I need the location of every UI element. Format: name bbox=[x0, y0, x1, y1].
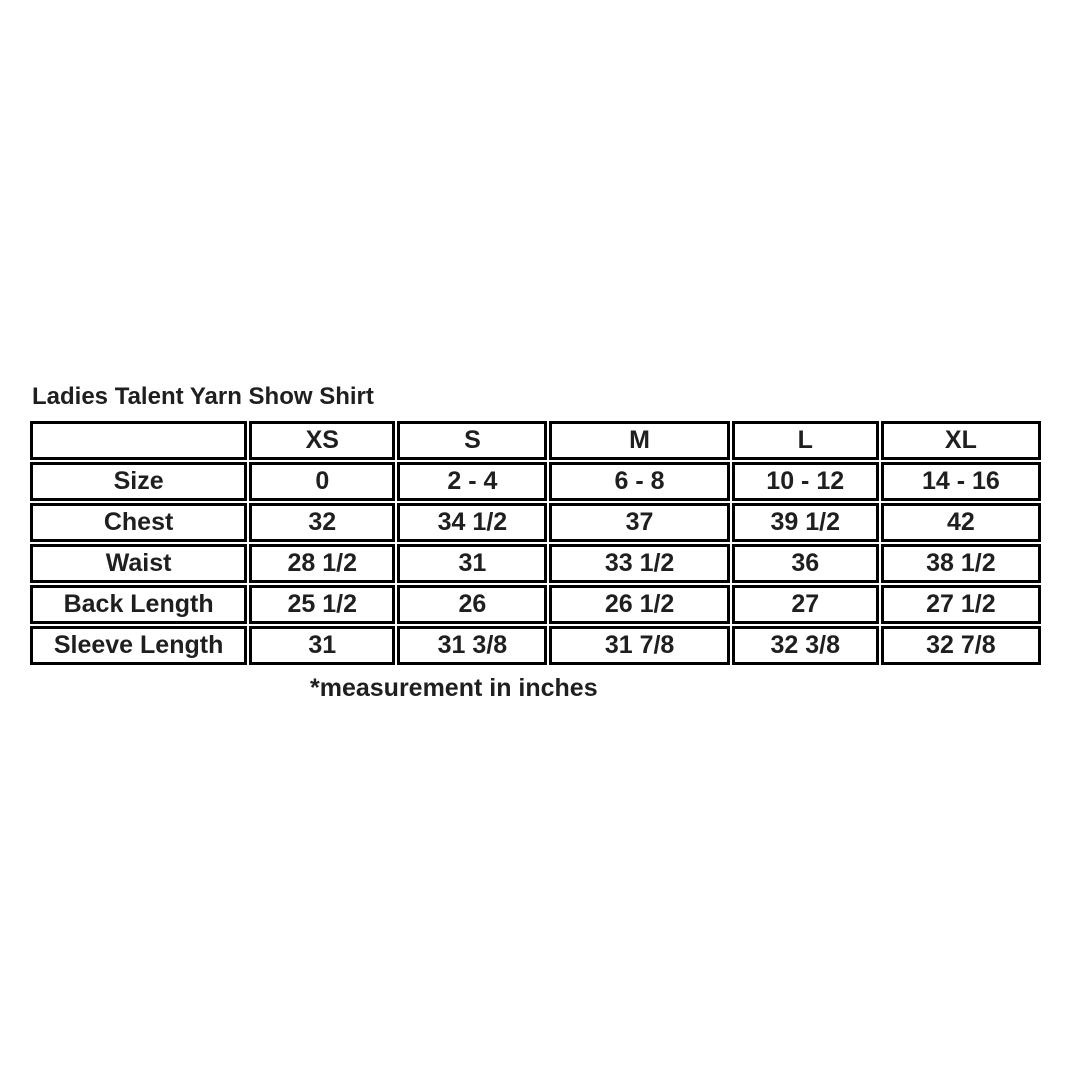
cell-sleeve-length-l: 32 3/8 bbox=[732, 626, 879, 665]
row-label-back-length: Back Length bbox=[30, 585, 247, 624]
cell-back-length-xl: 27 1/2 bbox=[881, 585, 1041, 624]
table-row-size bbox=[30, 462, 1041, 501]
table-row-chest bbox=[30, 503, 1041, 542]
header-cell-xs: XS bbox=[249, 421, 395, 460]
table-row-back-length bbox=[30, 585, 1041, 624]
cell-sleeve-length-xl: 32 7/8 bbox=[881, 626, 1041, 665]
cell-size-l: 10 - 12 bbox=[732, 462, 879, 501]
header-cell-l: L bbox=[732, 421, 879, 460]
cell-back-length-s: 26 bbox=[397, 585, 547, 624]
cell-size-s: 2 - 4 bbox=[397, 462, 547, 501]
cell-size-xl: 14 - 16 bbox=[881, 462, 1041, 501]
cell-waist-s: 31 bbox=[397, 544, 547, 583]
cell-chest-xl: 42 bbox=[881, 503, 1041, 542]
row-label-waist: Waist bbox=[30, 544, 247, 583]
cell-waist-l: 36 bbox=[732, 544, 879, 583]
cell-back-length-xs: 25 1/2 bbox=[249, 585, 395, 624]
cell-sleeve-length-xs: 31 bbox=[249, 626, 395, 665]
size-chart-section bbox=[28, 383, 1043, 703]
table-row-waist bbox=[30, 544, 1041, 583]
table-row-sleeve-length bbox=[30, 626, 1041, 665]
row-label-size: Size bbox=[30, 462, 247, 501]
cell-sleeve-length-s: 31 3/8 bbox=[397, 626, 547, 665]
row-label-sleeve-length: Sleeve Length bbox=[30, 626, 247, 665]
chart-title: Ladies Talent Yarn Show Shirt bbox=[32, 383, 374, 410]
cell-chest-l: 39 1/2 bbox=[732, 503, 879, 542]
cell-sleeve-length-m: 31 7/8 bbox=[549, 626, 729, 665]
cell-size-xs: 0 bbox=[249, 462, 395, 501]
cell-back-length-m: 26 1/2 bbox=[549, 585, 729, 624]
header-cell-xl: XL bbox=[881, 421, 1041, 460]
header-cell-s: S bbox=[397, 421, 547, 460]
cell-size-m: 6 - 8 bbox=[549, 462, 729, 501]
table-header-row bbox=[30, 421, 1041, 460]
cell-waist-m: 33 1/2 bbox=[549, 544, 729, 583]
cell-chest-s: 34 1/2 bbox=[397, 503, 547, 542]
cell-waist-xl: 38 1/2 bbox=[881, 544, 1041, 583]
size-chart-table bbox=[28, 419, 1043, 667]
cell-chest-m: 37 bbox=[549, 503, 729, 542]
row-label-chest: Chest bbox=[30, 503, 247, 542]
header-cell-m: M bbox=[549, 421, 729, 460]
cell-back-length-l: 27 bbox=[732, 585, 879, 624]
cell-chest-xs: 32 bbox=[249, 503, 395, 542]
header-cell-blank bbox=[30, 421, 247, 460]
measurement-footnote: *measurement in inches bbox=[310, 674, 598, 702]
cell-waist-xs: 28 1/2 bbox=[249, 544, 395, 583]
